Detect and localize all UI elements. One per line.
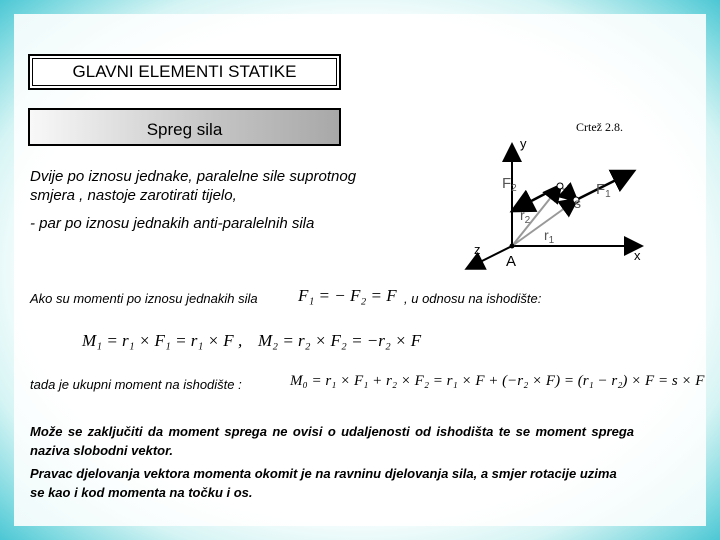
direction-text: Pravac djelovanja vektora momenta okomit je na ravninu djelovanja sila, a smjer rotacije uzima se kao i kod momenta na točku i os. [30, 466, 617, 500]
forces-equation: F₁ = − F₂ = F [298, 286, 397, 305]
conclusion-text: Može se zaključiti da moment sprega ne ovisi o udaljenosti od ishodišta te se moment spregа naziva slobodni vektor. [30, 424, 634, 458]
slide-title: GLAVNI ELEMENTI STATIKE [72, 62, 297, 81]
subtitle-box [28, 108, 341, 146]
total-moment-intro: tada je ukupni moment na ishodište : [30, 377, 242, 392]
definition-line-2: smjera , nastoje zarotirati tijelo, [30, 187, 237, 204]
label-x: x [634, 248, 641, 263]
m2-equation: M₂ = r₂ × F₂ = −r₂ × F [258, 331, 422, 350]
slide-subtitle: Spreg sila [146, 120, 223, 139]
label-f1: $F_1$ [596, 181, 611, 200]
figure-caption: Crtež 2.8. [576, 120, 623, 134]
definition-line-1: Dvije po iznosu jednake, paralelne sile suprotnog [30, 168, 357, 185]
label-f2: $F_2$ [502, 175, 517, 194]
moments-intro: Ako su momenti po iznosu jednakih sila [30, 291, 258, 306]
label-y: y [520, 136, 527, 151]
label-z: z [474, 242, 481, 257]
couple-diagram [454, 128, 650, 278]
label-r2: $r_2$ [520, 207, 531, 226]
m0-equation: M₀ = r₁ × F₁ + r₂ × F₂ = r₁ × F + (−r₂ × F) = (r₁ − r₂) × F = s × F [290, 373, 705, 389]
label-a: A [506, 253, 517, 270]
label-s: s [574, 195, 581, 211]
moments-intro-end: , u odnosu na ishodište: [404, 291, 542, 306]
slide-title-box [28, 54, 341, 90]
label-r1: $r_1$ [544, 227, 555, 246]
definition-alt: - par po iznosu jednakih anti-paralelnih sila [30, 215, 315, 232]
m1-equation: M₁ = r₁ × F₁ = r₁ × F , [82, 331, 243, 350]
definition-text [30, 167, 356, 205]
